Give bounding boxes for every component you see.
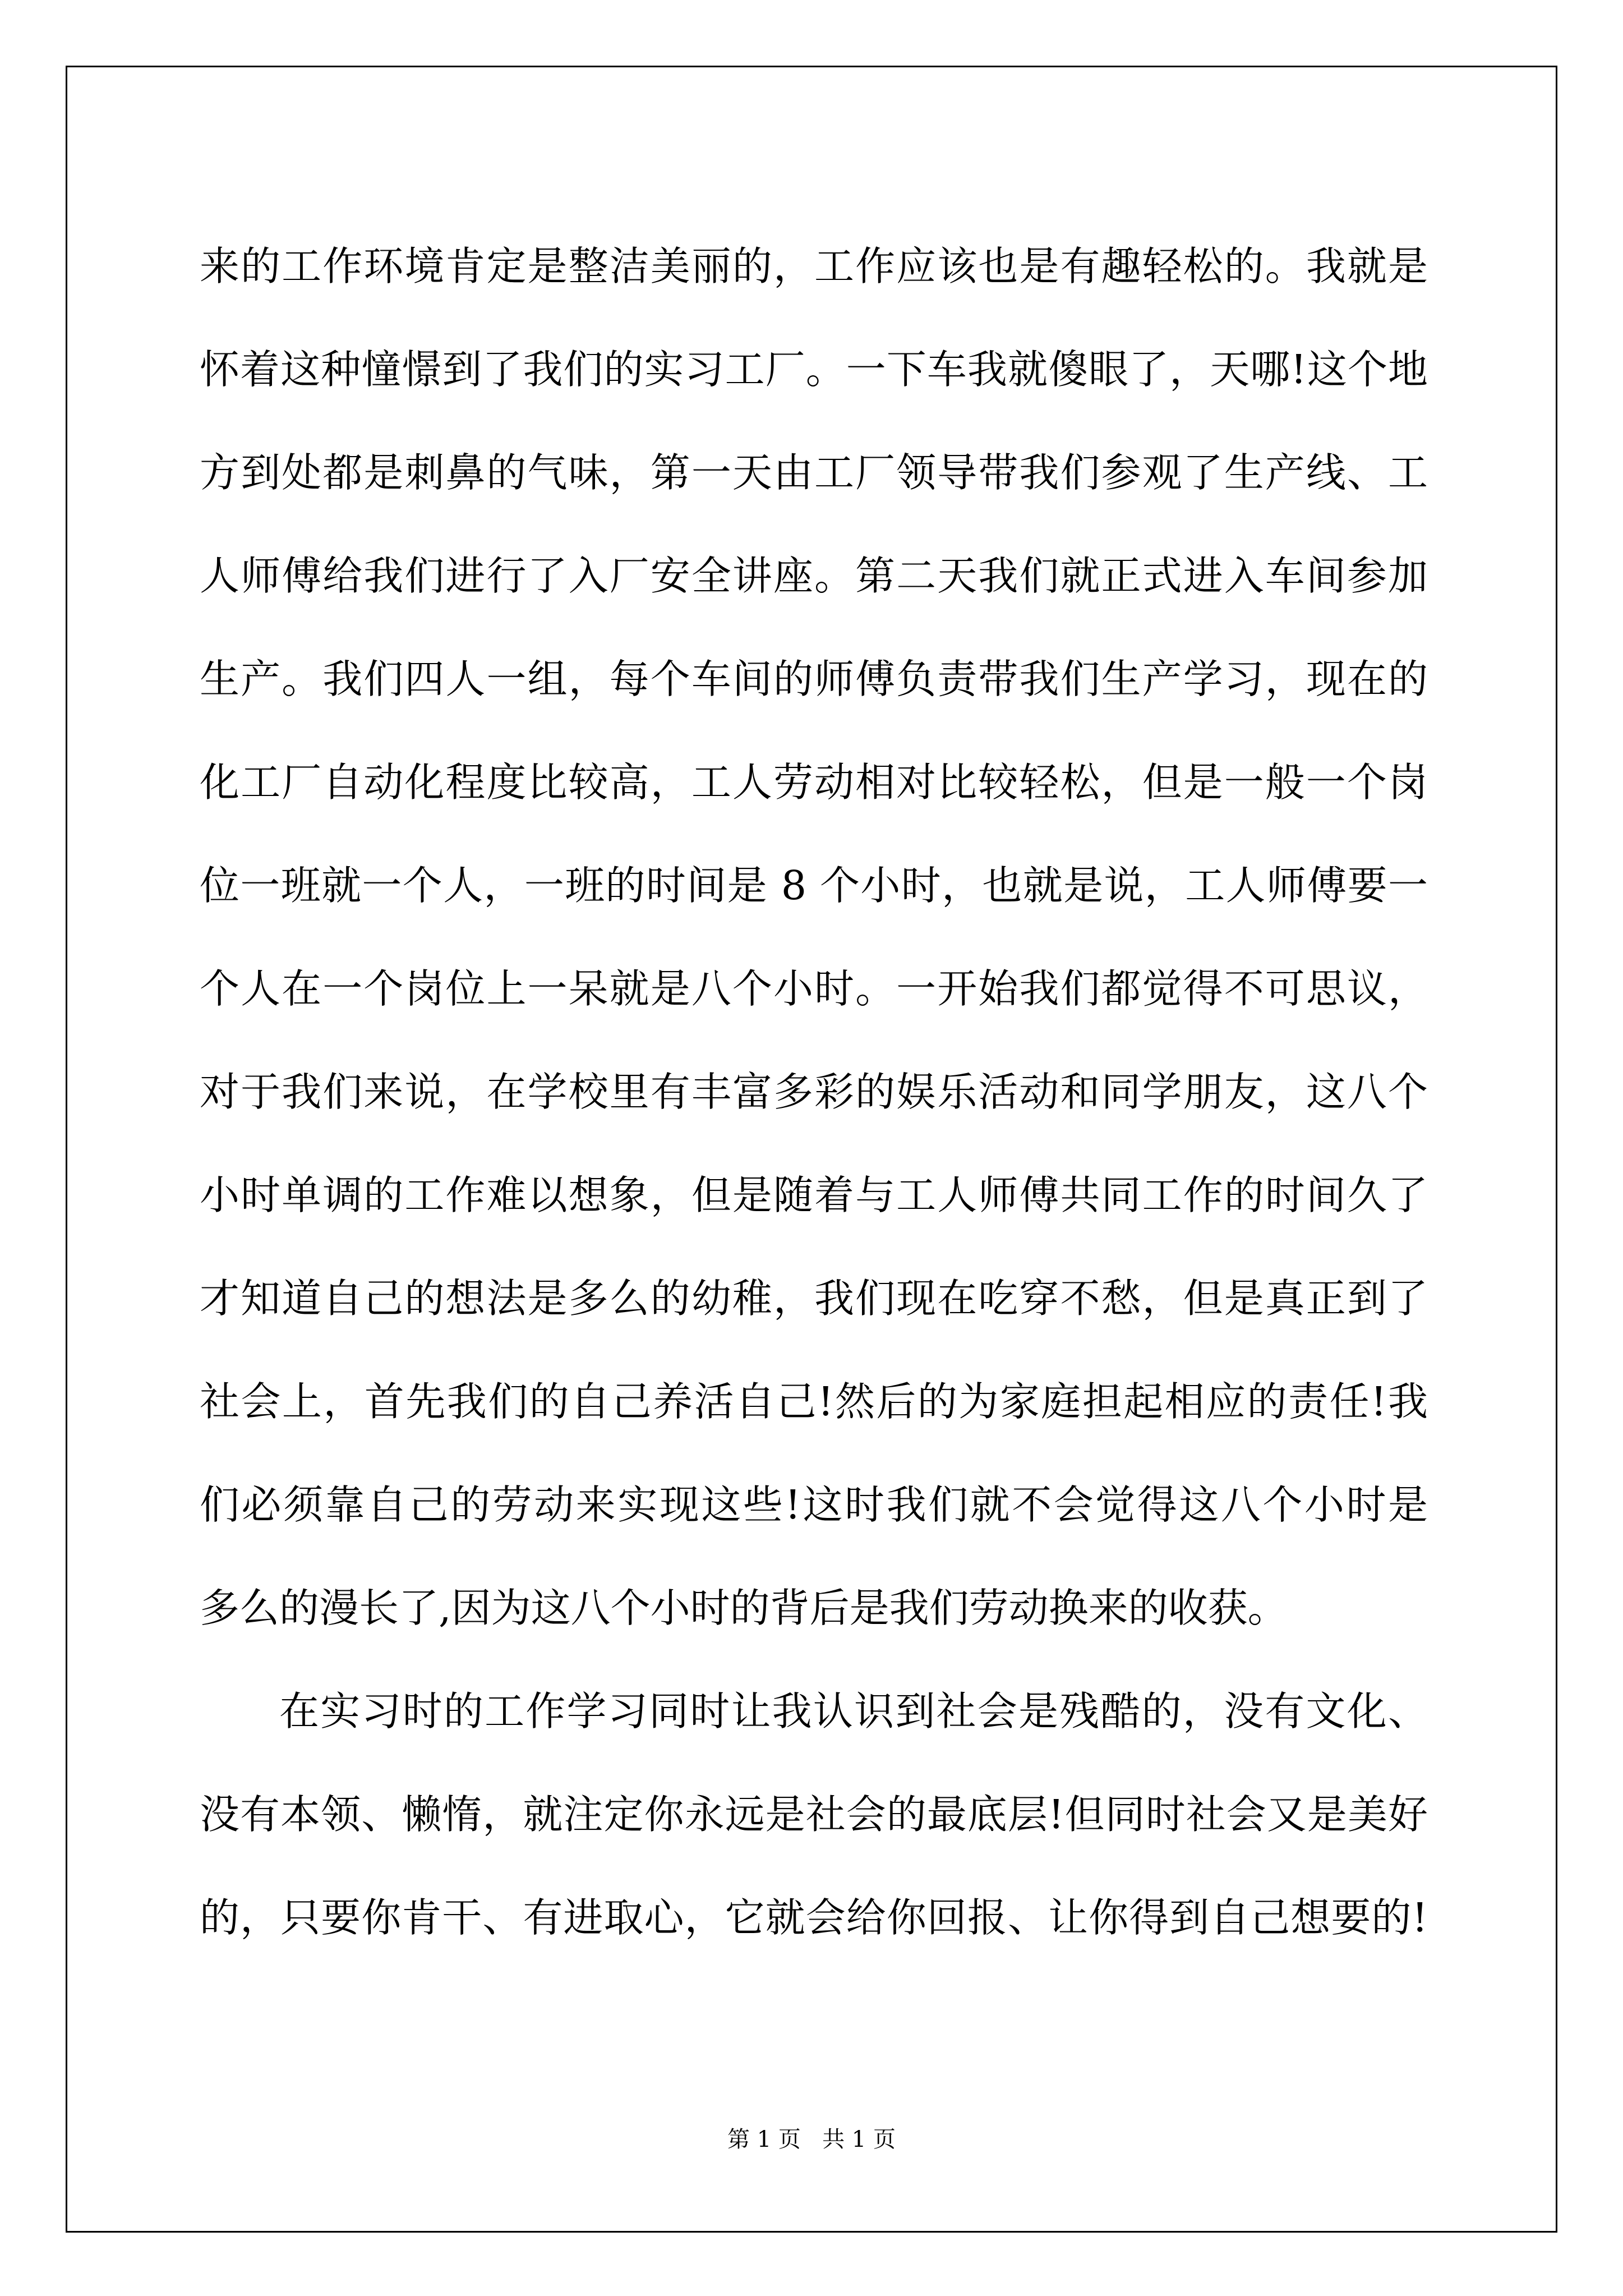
page-total: 共 1 页 [822,2127,896,2152]
page-footer [0,2122,1623,2154]
document-body [200,215,1428,1970]
text-line: 化工厂自动化程度比较高，工人劳动相对比较轻松，但是一般一个岗 [200,759,1428,806]
text-line: 人师傅给我们进行了入厂安全讲座。第二天我们就正式进入车间参加 [200,553,1428,599]
text-line: 位一班就一个人，一班的时间是 8 个小时，也就是说，工人师傅要一 [200,862,1428,909]
text-line: 的，只要你肯干、有进取心，它就会给你回报、让你得到自己想要的! [200,1894,1428,1941]
text-line: 在实习时的工作学习同时让我认识到社会是残酷的，没有文化、 [279,1688,1428,1734]
text-line: 对于我们来说，在学校里有丰富多彩的娱乐活动和同学朋友，这八个 [200,1069,1428,1115]
text-line: 小时单调的工作难以想象，但是随着与工人师傅共同工作的时间久了 [200,1172,1428,1218]
text-line: 个人在一个岗位上一呆就是八个小时。一开始我们都觉得不可思议， [200,965,1428,1012]
text-line: 生产。我们四人一组，每个车间的师傅负责带我们生产学习，现在的 [200,656,1428,702]
text-line: 才知道自己的想法是多么的幼稚，我们现在吃穿不愁，但是真正到了 [200,1275,1428,1322]
text-line: 没有本领、懒惰，就注定你永远是社会的最底层!但同时社会又是美好 [200,1791,1428,1838]
text-line: 来的工作环境肯定是整洁美丽的，工作应该也是有趣轻松的。我就是 [200,243,1428,289]
text-line: 多么的漫长了,因为这八个小时的背后是我们劳动换来的收获。 [200,1585,1288,1631]
text-line: 们必须靠自己的劳动来实现这些!这时我们就不会觉得这八个小时是 [200,1481,1428,1528]
text-line: 社会上，首先我们的自己养活自己!然后的为家庭担起相应的责任!我 [200,1378,1428,1425]
page-number: 第 1 页 [727,2127,801,2152]
text-line: 怀着这种憧憬到了我们的实习工厂。一下车我就傻眼了，天哪!这个地 [200,346,1428,393]
text-line: 方到处都是刺鼻的气味，第一天由工厂领导带我们参观了生产线、工 [200,449,1428,496]
